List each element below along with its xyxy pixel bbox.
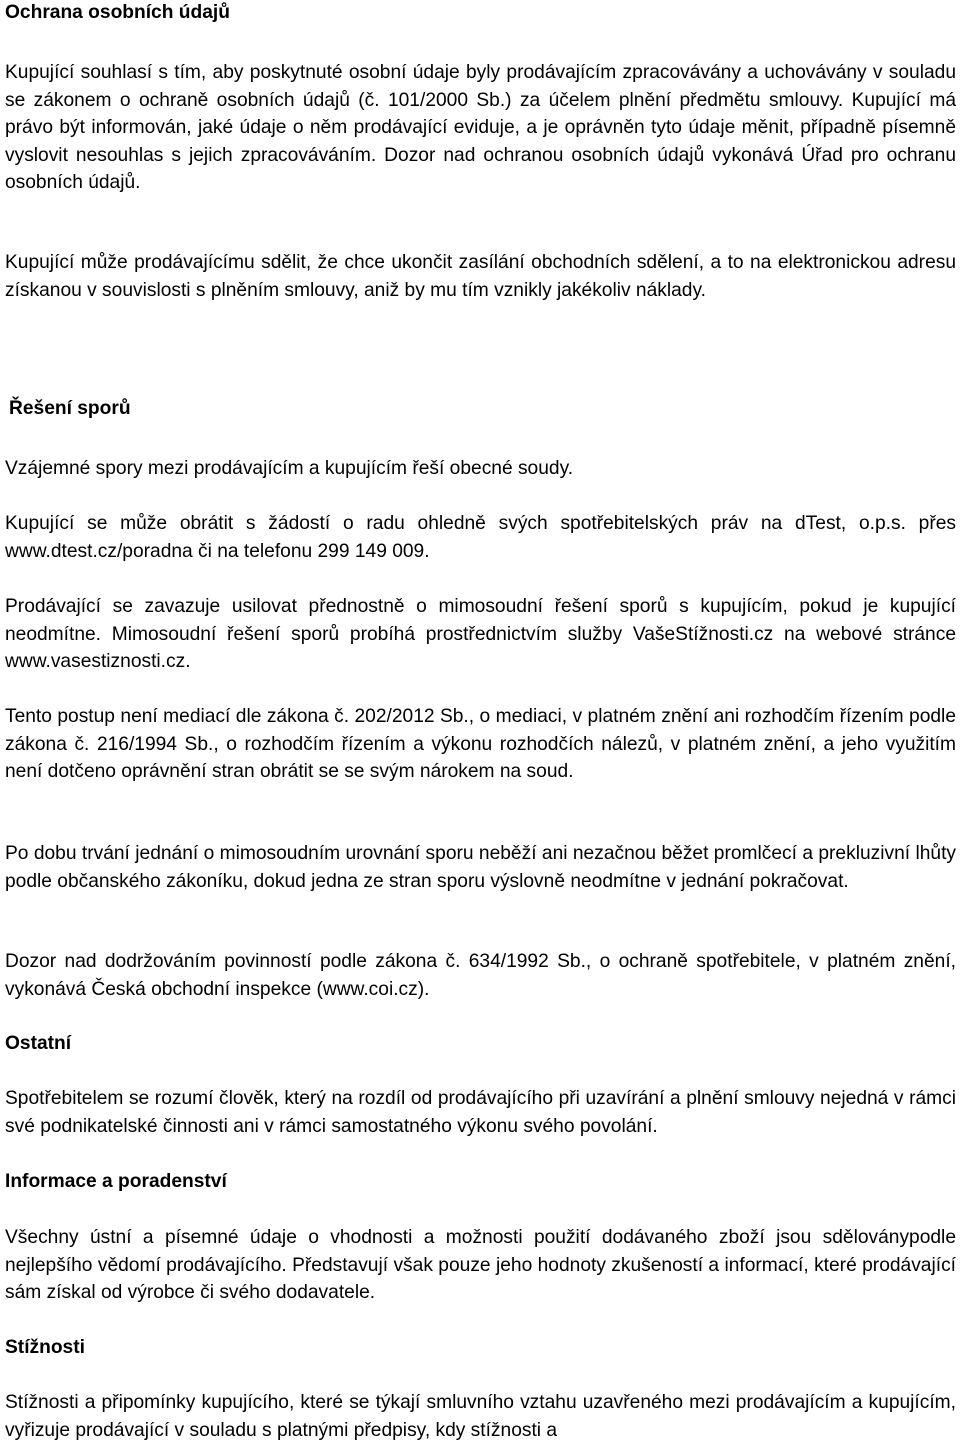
other-paragraph-1: Spotřebitelem se rozumí člověk, který na rozdíl od prodávajícího při uzavírání a plnění smlouvy nejedná v rámci své podnikatelské činnosti ani v rámci samostatného výkonu svého povolání.	[5, 1088, 956, 1137]
disputes-paragraph-3: Prodávající se zavazuje usilovat přednostně o mimosoudní řešení sporů s kupujícím, pokud je kupující neodmítne. Mimosoudní řešení sporů probíhá prostřednictvím služby VašeStížnosti.cz na webové stránce www.vasestiznosti.cz.	[5, 596, 956, 672]
disputes-heading: Řešení sporů	[9, 398, 131, 419]
privacy-paragraph-1: Kupující souhlasí s tím, aby poskytnuté osobní údaje byly prodávajícím zpracovávány a uchovávány v souladu se zákonem o ochraně osobních údajů (č. 101/2000 Sb.) za účelem plnění předmětu smlouvy. Kupující má právo být informován, jaké údaje o něm prodávající eviduje, a je oprávněn tyto údaje měnit, případně písemně vyslovit nesouhlas s jejich zpracováváním. Dozor nad ochranou osobních údajů vykonává Úřad pro ochranu osobních údajů.	[5, 62, 956, 193]
privacy-heading: Ochrana osobních údajů	[5, 2, 230, 23]
disputes-paragraph-5: Po dobu trvání jednání o mimosoudním urovnání sporu neběží ani nezačnou běžet promlčecí a prekluzivní lhůty podle občanského zákoníku, dokud jedna ze stran sporu výslovně neodmítne v jednání pokračovat.	[5, 843, 956, 892]
complaints-heading: Stížnosti	[5, 1337, 85, 1358]
privacy-paragraph-2: Kupující může prodávajícímu sdělit, že chce ukončit zasílání obchodních sdělení, a to na elektronickou adresu získanou v souvislosti s plněním smlouvy, aniž by mu tím vznikly jakékoliv náklady.	[5, 252, 956, 301]
disputes-paragraph-6: Dozor nad dodržováním povinností podle zákona č. 634/1992 Sb., o ochraně spotřebitele, v platném znění, vykonává Česká obchodní inspekce (www.coi.cz).	[5, 951, 956, 1000]
info-paragraph-1: Všechny ústní a písemné údaje o vhodnosti a možnosti použití dodávaného zboží jsou sděloványpodle nejlepšího vědomí prodávajícího. Představují však pouze jeho hodnoty zkušeností a informací, které prodávající sám získal od výrobce či svého dodavatele.	[5, 1227, 956, 1303]
info-heading: Informace a poradenství	[5, 1171, 227, 1192]
disputes-paragraph-2: Kupující se může obrátit s žádostí o radu ohledně svých spotřebitelských práv na dTest, o.p.s. přes www.dtest.cz/poradna či na telefonu 299 149 009.	[5, 513, 956, 562]
disputes-paragraph-1: Vzájemné spory mezi prodávajícím a kupujícím řeší obecné soudy.	[5, 458, 574, 479]
disputes-paragraph-4: Tento postup není mediací dle zákona č. 202/2012 Sb., o mediaci, v platném znění ani rozhodčím řízením podle zákona č. 216/1994 Sb., o rozhodčím řízením a výkonu rozhodčích nálezů, v platném znění, a jeho využitím není dotčeno oprávnění stran obrátit se se svým nárokem na soud.	[5, 706, 956, 782]
other-heading: Ostatní	[5, 1033, 72, 1054]
complaints-paragraph-1: Stížnosti a připomínky kupujícího, které se týkají smluvního vztahu uzavřeného mezi prodávajícím a kupujícím, vyřizuje prodávající v souladu s platnými předpisy, kdy stížnosti a	[5, 1392, 956, 1441]
